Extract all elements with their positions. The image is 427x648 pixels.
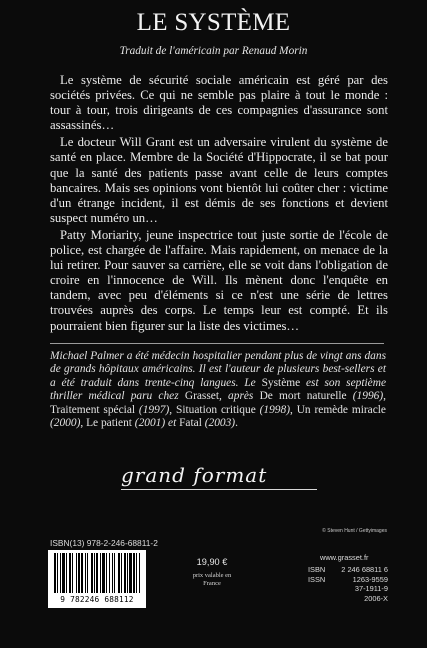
barcode-bar (57, 553, 58, 593)
synopsis (50, 73, 388, 336)
bio-publisher: Grasset (184, 390, 220, 403)
barcode-bar (112, 553, 113, 593)
barcode-bar (133, 553, 135, 593)
barcode-bar (62, 553, 65, 593)
barcode-bar (81, 553, 83, 593)
barcode-bar (121, 553, 122, 593)
barcode-bar (106, 553, 107, 593)
barcode-bar (109, 553, 110, 593)
code-value: 2006-X (364, 593, 388, 603)
barcode (48, 550, 146, 608)
catalog-codes (308, 565, 388, 603)
synopsis-paragraph: Le système de sécurité sociale américain est géré par des sociétés privées. Ce qui ne semble pas plaire à tout le monde : tour à tour, trois dirigeants de ces compagnies d'assurance sont assassinés… (50, 73, 388, 133)
barcode-bar (87, 553, 88, 593)
barcode-bar (94, 553, 95, 593)
barcode-bar (127, 553, 128, 593)
barcode-bar (72, 553, 73, 593)
bio-intro: Michael Palmer a été médecin hospitalier pendant plus de vingt ans dans de grands hôpitaux américains. Il est l'auteur de plusieurs best-sellers et a été traduit dans trente-cinq langues. Le (50, 350, 386, 389)
isbn13-label: ISBN(13) 978-2-246-68811-2 (50, 538, 158, 548)
bio-work-year: (1997) (138, 403, 170, 416)
synopsis-paragraph: Patty Moriarity, jeune inspectrice tout juste sortie de l'école de police, est chargée de l'affaire. Mais rapidement, on menace de la lui retirer. Pour sauver sa carrière, elle se voit dans l'obligation de croire en l'innocence de Will. Ils mènent donc l'enquête en tandem, avec peu d'éléments si ce n'est une série de lettres trouvées auprès des corps. Le temps leur est compté. Et ils pourraient bien figurer sur la liste des victimes… (50, 227, 388, 333)
divider (50, 343, 384, 344)
bio-work-year: (2003) (204, 417, 236, 430)
barcode-bar (124, 553, 126, 593)
code-value: 37-1911-9 (354, 584, 388, 594)
code-value: 1263-9559 (352, 574, 388, 584)
bio-work-title: Un remède miracle (296, 403, 386, 416)
synopsis-paragraph: Le docteur Will Grant est un adversaire virulent du système de santé en place. Membre de la Société d'Hippocrate, il se bat pour que la santé des patients passe avant celle de leurs comptes bancaires. Mais ses opinions vont bientôt lui coûter cher : victime d'un étrange incident, il est démis de ses fonctions et devient suspect numéro un… (50, 135, 388, 225)
bio-work-year: (2001) (134, 417, 166, 430)
code-row (308, 594, 388, 604)
barcode-digits: 9 782246 688112 (60, 595, 134, 604)
code-label: ISBN (308, 565, 326, 574)
barcode-bars (54, 553, 140, 595)
barcode-bar (118, 553, 120, 593)
price: 19,90 € (196, 557, 228, 567)
barcode-bar (66, 553, 67, 593)
isbn10-row (308, 565, 388, 575)
bio-work-title: Le patient (86, 417, 132, 430)
price-note: prix valable en France (192, 572, 232, 588)
code-row (308, 584, 388, 594)
barcode-bar (60, 553, 61, 593)
logo-underline (121, 489, 317, 490)
photo-credit: © Steven Hunt / Gettyimages (322, 528, 387, 534)
author-bio: Michael Palmer a été médecin hospitalier pendant plus de vingt ans dans de grands hôpitaux américains. Il est l'auteur de plusieurs best-sellers et a été traduit dans trente-cinq langues. Le Système est son septième thriller médical paru chez Grasset, après De mort naturelle (1996), Traitement spécial (1997), Situation critique (1998), Un remède miracle (2000), Le patient (2001) et Fatal (2003). (50, 350, 386, 430)
barcode-bar (114, 553, 115, 593)
bio-work-title: Traitement spécial (50, 403, 136, 416)
collection-logo (121, 463, 321, 495)
barcode-bar (54, 553, 56, 593)
code-label: ISSN (308, 574, 326, 584)
bio-work-title: De mort naturelle (259, 390, 347, 403)
bio-after: , après (219, 390, 260, 403)
bio-work-year: (2000) (50, 417, 81, 430)
code-value: 2 246 68811 6 (341, 565, 388, 574)
barcode-bar (85, 553, 86, 593)
barcode-bar (69, 553, 71, 593)
barcode-bar (139, 553, 140, 593)
barcode-bar (96, 553, 98, 593)
issn-row (308, 575, 388, 585)
barcode-bar (100, 553, 101, 593)
bio-work-year: (1998) (259, 403, 290, 416)
barcode-bar (129, 553, 132, 593)
bio-middle: est son septième thriller médical paru chez (50, 376, 386, 403)
barcode-bar (76, 553, 77, 593)
book-title: LE SYSTÈME (136, 9, 291, 36)
barcode-bar (91, 553, 93, 593)
bio-book-title: Système (261, 376, 301, 389)
translator-credit: Traduit de l'américain par Renaud Morin (119, 45, 308, 57)
bio-work-title: Fatal (179, 417, 202, 430)
barcode-bar (78, 553, 80, 593)
collection-logo-text: grand format (121, 463, 268, 487)
bio-work-year: (1996) (352, 390, 384, 403)
barcode-bar (102, 553, 105, 593)
barcode-bar (136, 553, 137, 593)
bio-work-title: Situation critique (175, 403, 256, 416)
publisher-url: www.grasset.fr (320, 553, 369, 562)
